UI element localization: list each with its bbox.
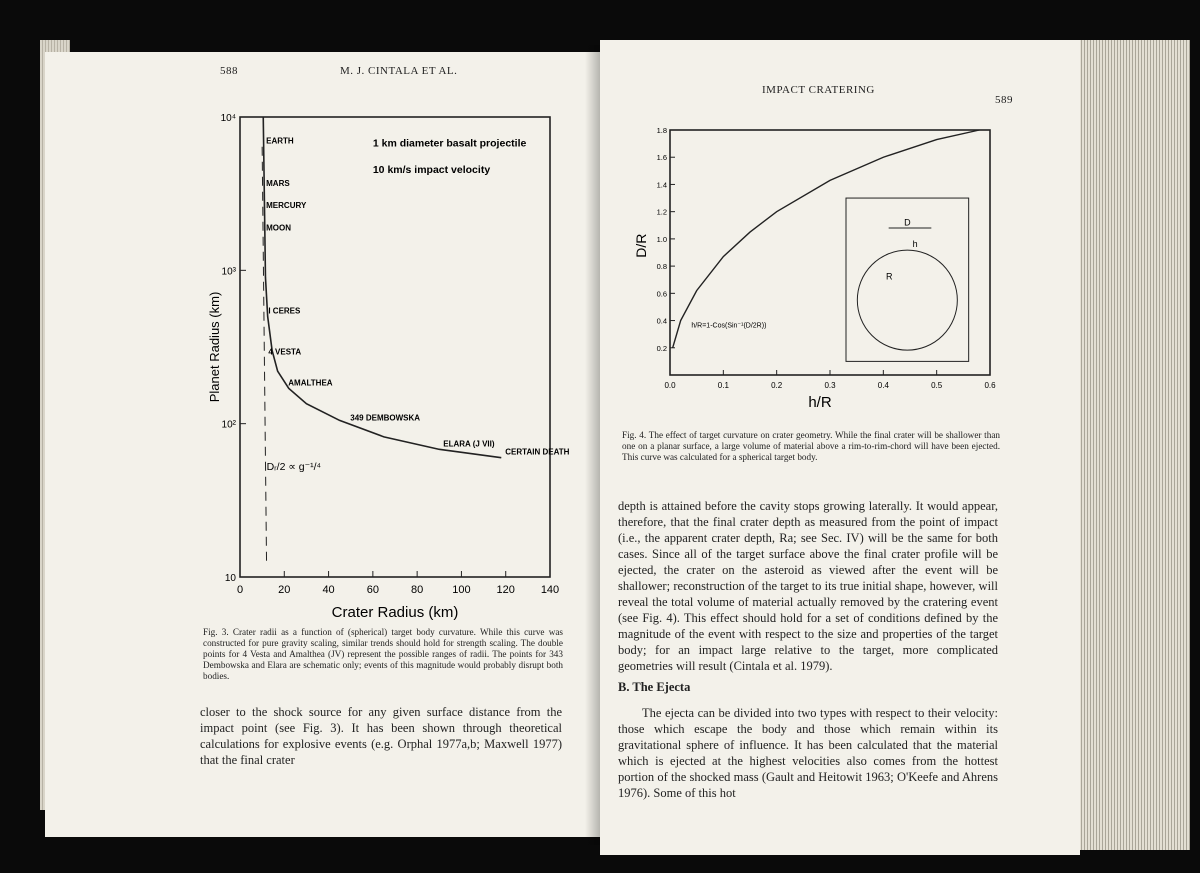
left-page: [45, 52, 600, 837]
point-label-mercury: MERCURY: [266, 200, 307, 210]
dr-curve: [673, 130, 980, 348]
y-tick-label: 10²: [221, 419, 236, 431]
y-tick-label: 1.6: [656, 153, 667, 163]
inset-sphere: [857, 250, 957, 350]
point-label-certain-death: CERTAIN DEATH: [505, 447, 570, 457]
point-label-elara-j-vii-: ELARA (J VII): [443, 439, 495, 449]
annotation-velocity: 10 km/s impact velocity: [372, 164, 491, 177]
y-tick-label: 1.2: [656, 207, 667, 217]
y-tick-label: 1.0: [656, 234, 667, 244]
point-label-moon: MOON: [266, 223, 292, 233]
figure-4-chart: [635, 120, 1005, 420]
body-text-1: depth is attained before the cavity stops growing laterally. It would appear, therefore, that the final crater depth as measured from the point of impact (i.e., the apparent crater depth, Ra; see Sec. IV) will be the same for both cases. Since all of the target surface above the final crater profile will be ejected, the crater on the asteroid as viewed after the event will be shallower; reconstruction of the target to its true initial shape, however, will reveal the total volume of material actually removed by the cratering event (see Fig. 4). This effect should hold for a set of conditions defined by the magnitude of the event with respect to the size and properties of the target body; for an impact large relative to the target, more complicated geometries will result (Cintala et al. 1979).: [618, 499, 998, 673]
y-tick-label: 0.6: [656, 289, 667, 299]
inset-label-r: R: [886, 271, 893, 282]
annotation-scaling: Dᵣ/2 ∝ g⁻¹/⁴: [266, 460, 322, 473]
right-page: [600, 40, 1080, 855]
y-tick-label: 0.4: [656, 316, 667, 326]
x-tick-label: 0.6: [984, 381, 996, 390]
figure-4-caption: Fig. 4. The effect of target curvature on crater geometry. While the final crater will be shallower than one on a planar surface, a large volume of material above a rim-to-rim-chord will have been ejected. This curve was calculated for a spherical target body.: [622, 430, 1000, 462]
y-tick-label: 0.8: [656, 262, 667, 272]
inset-label-h: h: [912, 239, 918, 250]
x-tick-label: 0.2: [771, 381, 783, 390]
x-tick-label: 60: [366, 584, 379, 596]
page-edges-right: [1070, 40, 1190, 850]
x-tick-label: 0: [236, 584, 244, 596]
point-label-mars: MARS: [266, 178, 290, 188]
x-tick-label: 80: [411, 584, 424, 596]
y-tick-label: 10³: [221, 266, 236, 278]
x-tick-label: 140: [540, 584, 560, 596]
x-tick-label: 0.1: [717, 381, 729, 390]
plot-frame: [670, 130, 990, 375]
x-tick-label: 0.0: [664, 381, 676, 390]
figure-3-caption: Fig. 3. Crater radii as a function of (spherical) target body curvature. While this curve was constructed for pure gravity scaling, similar trends should hold for strength scaling. The double points for 4 Vesta and Amalthea (JV) represent the possible ranges of radii. The points for 343 Dembowska and Elara are schematic only; events of this magnitude would probably disrupt both bodies.: [203, 627, 563, 681]
x-tick-label: 120: [496, 584, 515, 596]
page-number: 589: [995, 94, 1013, 106]
point-label-amalthea: AMALTHEA: [288, 378, 333, 388]
x-tick-label: 20: [278, 584, 291, 596]
x-axis-label: Crater Radius (km): [331, 604, 459, 621]
figure-3-chart: [205, 107, 570, 627]
point-label-earth: EARTH: [266, 136, 294, 146]
x-tick-label: 0.3: [824, 381, 836, 390]
section-heading: B. The Ejecta: [618, 680, 691, 694]
y-tick-label: 0.2: [656, 343, 667, 353]
inset-label-d: D: [904, 217, 911, 228]
y-tick-label: 10: [224, 573, 236, 584]
x-axis-label: h/R: [808, 394, 832, 411]
x-tick-label: 0.5: [931, 381, 943, 390]
y-axis-label: Planet Radius (km): [207, 291, 222, 403]
body-text: closer to the shock source for any given surface distance from the impact point (see Fig. 3). It has been shown through theoretical calculations for explosive events (e.g. Orphal 1977a,b; Maxwell 1977) that the final crater: [200, 705, 562, 767]
x-tick-label: 100: [452, 584, 471, 596]
point-label-349-dembowska: 349 DEMBOWSKA: [350, 413, 421, 423]
y-tick-label: 1.4: [656, 180, 667, 190]
annotation-projectile: 1 km diameter basalt projectile: [372, 137, 527, 150]
running-head: IMPACT CRATERING: [762, 84, 875, 96]
running-head: M. J. CINTALA ET AL.: [340, 65, 458, 77]
page-number: 588: [220, 65, 238, 77]
y-tick-label: 1.8: [656, 126, 667, 135]
x-tick-label: 0.4: [877, 381, 889, 390]
y-tick-label: 10⁴: [220, 113, 236, 124]
curve-equation-label: h/R=1-Cos(Sin⁻¹(D/2R)): [691, 322, 767, 330]
point-label-i-ceres: I CERES: [268, 306, 301, 316]
y-axis-label: D/R: [633, 233, 649, 258]
point-label-4-vesta: 4 VESTA: [268, 347, 302, 357]
body-text-2: The ejecta can be divided into two types with respect to their velocity: those which escape the body and those which remain within its gravitational sphere of influence. It has been calculated that the material which is ejected at the highest velocities also comes from the hottest portion of the shocked mass (Gault and Heitowit 1963; O'Keefe and Ahrens 1976). Some of this hot: [618, 706, 998, 800]
x-tick-label: 40: [322, 584, 335, 596]
